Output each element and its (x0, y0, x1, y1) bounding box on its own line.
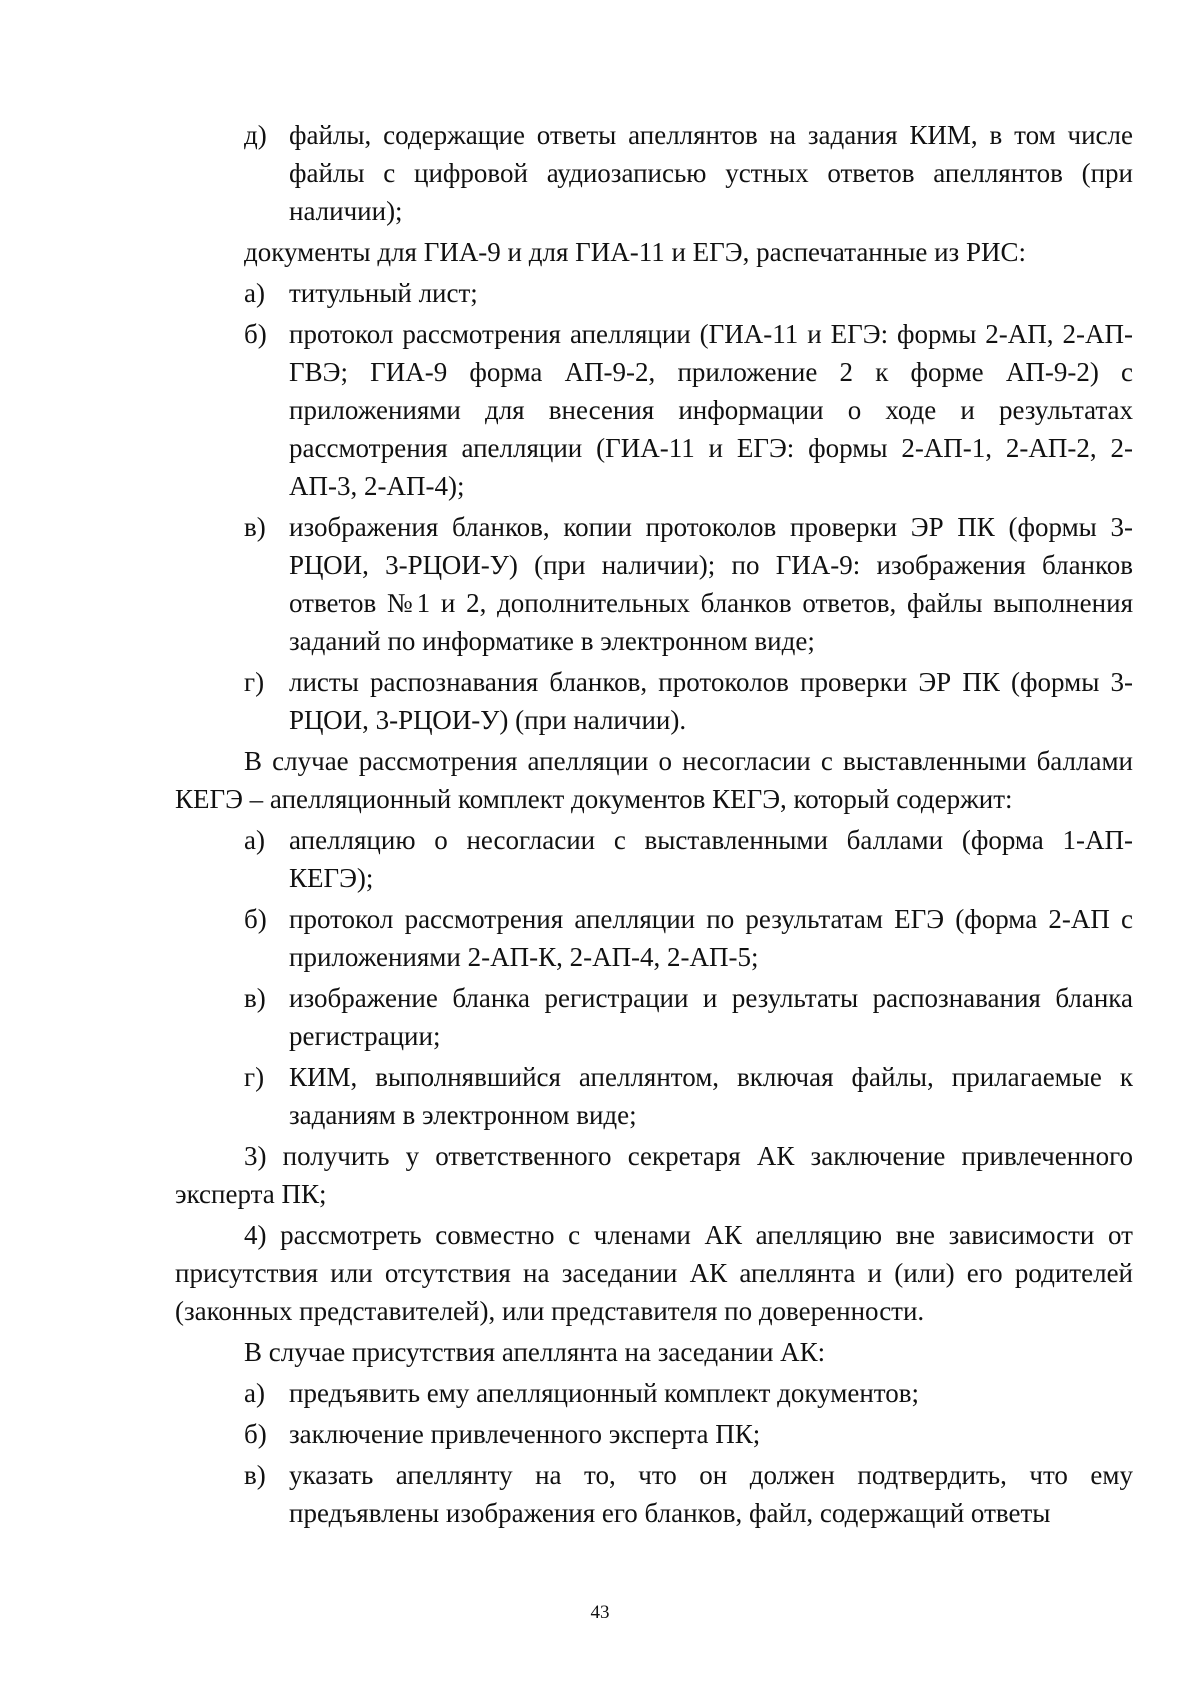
page-number: 43 (590, 1602, 610, 1623)
list-item-text: заключение привлеченного эксперта ПК; (289, 1419, 761, 1449)
list-marker: в) (244, 1460, 266, 1490)
list-item (244, 1058, 1133, 1134)
list-item-text: титульный лист; (289, 278, 478, 308)
list-item (244, 1374, 1133, 1412)
list-item (244, 1415, 1133, 1453)
list-item (244, 1456, 1133, 1532)
paragraph: В случае рассмотрения апелляции о несогласии с выставленными баллами КЕГЭ – апелляционный комплект документов КЕГЭ, который содержит: (175, 746, 1133, 814)
list-item (244, 315, 1133, 505)
list-item-text: указать апеллянту на то, что он должен подтвердить, что ему предъявлены изображения его бланков, файл, содержащий ответы (289, 1460, 1133, 1528)
list-marker: б) (244, 1419, 267, 1449)
list-item (244, 821, 1133, 897)
list-item (244, 900, 1133, 976)
paragraph: 4) рассмотреть совместно с членами АК апелляцию вне зависимости от присутствия или отсутствия на заседании АК апеллянта и (или) его родителей (законных представителей), или представителя по доверенности. (175, 1220, 1133, 1326)
list-item-text: предъявить ему апелляционный комплект документов; (289, 1378, 920, 1408)
list-item-text: протокол рассмотрения апелляции (ГИА-11 и ЕГЭ: формы 2-АП, 2-АП-ГВЭ; ГИА-9 форма АП-9-2, приложение 2 к форме АП-9-2) с приложениями для внесения информации о ходе и результатах рассмотрения апелляции (ГИА-11 и ЕГЭ: формы 2-АП-1, 2-АП-2, 2-АП-3, 2-АП-4); (289, 319, 1133, 501)
list-item (244, 274, 1133, 312)
list-marker: в) (244, 983, 266, 1013)
list-item-text: изображения бланков, копии протоколов проверки ЭР ПК (формы 3-РЦОИ, 3-РЦОИ-У) (при наличии); по ГИА-9: изображения бланков ответов №1 и 2, дополнительных бланков ответов, файлы выполнения заданий по информатике в электронном виде; (289, 512, 1133, 656)
list-item (244, 979, 1133, 1055)
list-marker: б) (244, 904, 267, 934)
list-marker: г) (244, 667, 265, 697)
list-item-text: файлы, содержащие ответы апеллянтов на задания КИМ, в том числе файлы с цифровой аудиозаписью устных ответов апеллянтов (при наличии); (289, 120, 1133, 226)
list-marker: б) (244, 319, 267, 349)
list-item-text: изображение бланка регистрации и результаты распознавания бланка регистрации; (289, 983, 1133, 1051)
list-marker: а) (244, 1378, 265, 1408)
list-marker: в) (244, 512, 266, 542)
list-item (244, 508, 1133, 660)
list-item-text: листы распознавания бланков, протоколов проверки ЭР ПК (формы 3-РЦОИ, 3-РЦОИ-У) (при наличии). (289, 667, 1133, 735)
list-marker: а) (244, 278, 265, 308)
paragraph: документы для ГИА-9 и для ГИА-11 и ЕГЭ, распечатанные из РИС: (244, 237, 1026, 267)
list-marker: а) (244, 825, 265, 855)
list-item-text: КИМ, выполнявшийся апеллянтом, включая файлы, прилагаемые к заданиям в электронном виде; (289, 1062, 1133, 1130)
list-item (244, 116, 1133, 230)
list-item-text: апелляцию о несогласии с выставленными баллами (форма 1-АП-КЕГЭ); (289, 825, 1133, 893)
list-item-text: протокол рассмотрения апелляции по результатам ЕГЭ (форма 2-АП с приложениями 2-АП-К, 2-АП-4, 2-АП-5; (289, 904, 1133, 972)
paragraph: В случае присутствия апеллянта на заседании АК: (244, 1337, 826, 1367)
paragraph: 3) получить у ответственного секретаря АК заключение привлеченного эксперта ПК; (175, 1141, 1133, 1209)
list-marker: д) (244, 120, 267, 150)
list-marker: г) (244, 1062, 265, 1092)
document-body (175, 116, 1133, 1535)
list-item (244, 663, 1133, 739)
